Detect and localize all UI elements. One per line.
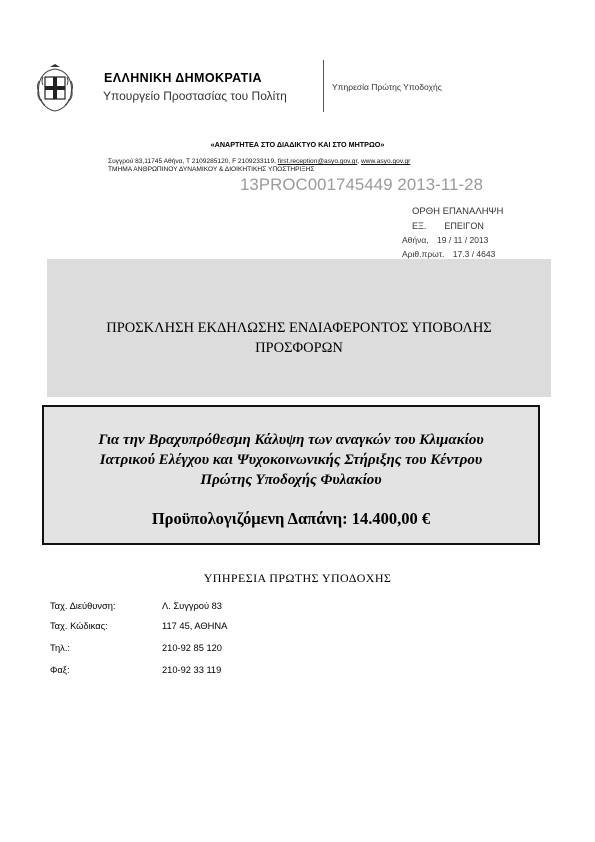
info-label: Ταχ. Διεύθυνση:	[50, 601, 116, 611]
date-line	[402, 235, 488, 245]
subject-line: Για την Βραχυπρόθεσμη Κάλυψη των αναγκών του Κλιμακίου	[98, 432, 484, 448]
info-label: Τηλ.:	[50, 643, 70, 653]
date-label: Αθήνα,	[402, 235, 429, 245]
urgency-prefix: ΕΞ.	[412, 221, 427, 231]
info-label: Φαξ:	[50, 665, 70, 675]
title-line: ΠΡΟΣΚΛΗΣΗ ΕΚΔΗΛΩΣΗΣ ΕΝΔΙΑΦΕΡΟΝΤΟΣ ΥΠΟΒΟΛΗΣ	[106, 320, 492, 336]
greek-coat-of-arms-icon	[33, 63, 77, 113]
publication-notice: «ΑΝΑΡΤΗΤΕΑ ΣΤΟ ΔΙΑΔΙΚΤΥΟ ΚΑΙ ΣΤΟ ΜΗΤΡΩΟ»	[210, 140, 385, 149]
date-value: 19 / 11 / 2013	[437, 235, 489, 245]
department-line: ΤΜΗΜΑ ΑΝΘΡΩΠΙΝΟΥ ΔΥΝΑΜΙΚΟΥ & ΔΙΟΙΚΗΤΙΚΗΣ ΥΠΟΣΤΗΡΙΞΗΣ	[108, 166, 315, 173]
info-row-address	[50, 601, 222, 611]
subject-line: Πρώτης Υποδοχής Φυλακίου	[200, 472, 382, 488]
contact-email-link[interactable]: first.reception@asyo.gov.gr	[277, 158, 358, 165]
info-value: 210-92 33 119	[162, 665, 222, 675]
service-name: Υπηρεσία Πρώτης Υποδοχής	[332, 82, 442, 92]
org-title: ΕΛΛΗΝΙΚΗ ΔΗΜΟΚΡΑΤΙΑ	[104, 71, 262, 85]
info-label: Ταχ. Κώδικας:	[50, 621, 108, 631]
service-heading: ΥΠΗΡΕΣΙΑ ΠΡΩΤΗΣ ΥΠΟΔΟΧΗΣ	[203, 571, 392, 585]
budget-amount: Προϋπολογιζόμενη Δαπάνη: 14.400,00 €	[151, 509, 431, 528]
contact-address: Συγγρού 83,11745 Αθήνα, Τ 2109285120, F 2109233119,	[108, 158, 278, 165]
urgency-label: ΕΠΕΙΓΟΝ	[444, 221, 484, 231]
info-row-fax	[50, 665, 221, 675]
contact-website-link[interactable]: www.asyo.gov.gr	[360, 158, 411, 165]
info-value: Λ. Συγγρού 83	[162, 601, 222, 611]
title-line: ΠΡΟΣΦΟΡΩΝ	[255, 340, 343, 356]
contact-line	[108, 158, 410, 165]
info-value: 210-92 85 120	[162, 643, 222, 653]
protocol-line	[402, 249, 495, 259]
subject-text	[44, 430, 538, 490]
subject-line: Ιατρικού Ελέγχου και Ψυχοκοινωνικής Στήριξης του Κέντρου	[99, 452, 483, 468]
correction-label: ΟΡΘΗ ΕΠΑΝΑΛΗΨΗ	[412, 206, 504, 217]
info-row-phone	[50, 643, 222, 653]
urgency-line	[412, 221, 484, 231]
protocol-label: Αριθ.πρωτ.	[402, 249, 445, 259]
document-title	[47, 318, 551, 358]
contact-separator: ,	[357, 158, 361, 165]
protocol-value: 17.3 / 4643	[452, 249, 496, 259]
ministry-name: Υπουργείο Προστασίας του Πολίτη	[103, 89, 287, 103]
info-row-postcode	[50, 621, 227, 631]
ada-stamp: 13PROC001745449 2013-11-28	[240, 175, 484, 194]
info-value: 117 45, ΑΘΗΝΑ	[162, 621, 228, 631]
header-divider	[323, 60, 324, 112]
